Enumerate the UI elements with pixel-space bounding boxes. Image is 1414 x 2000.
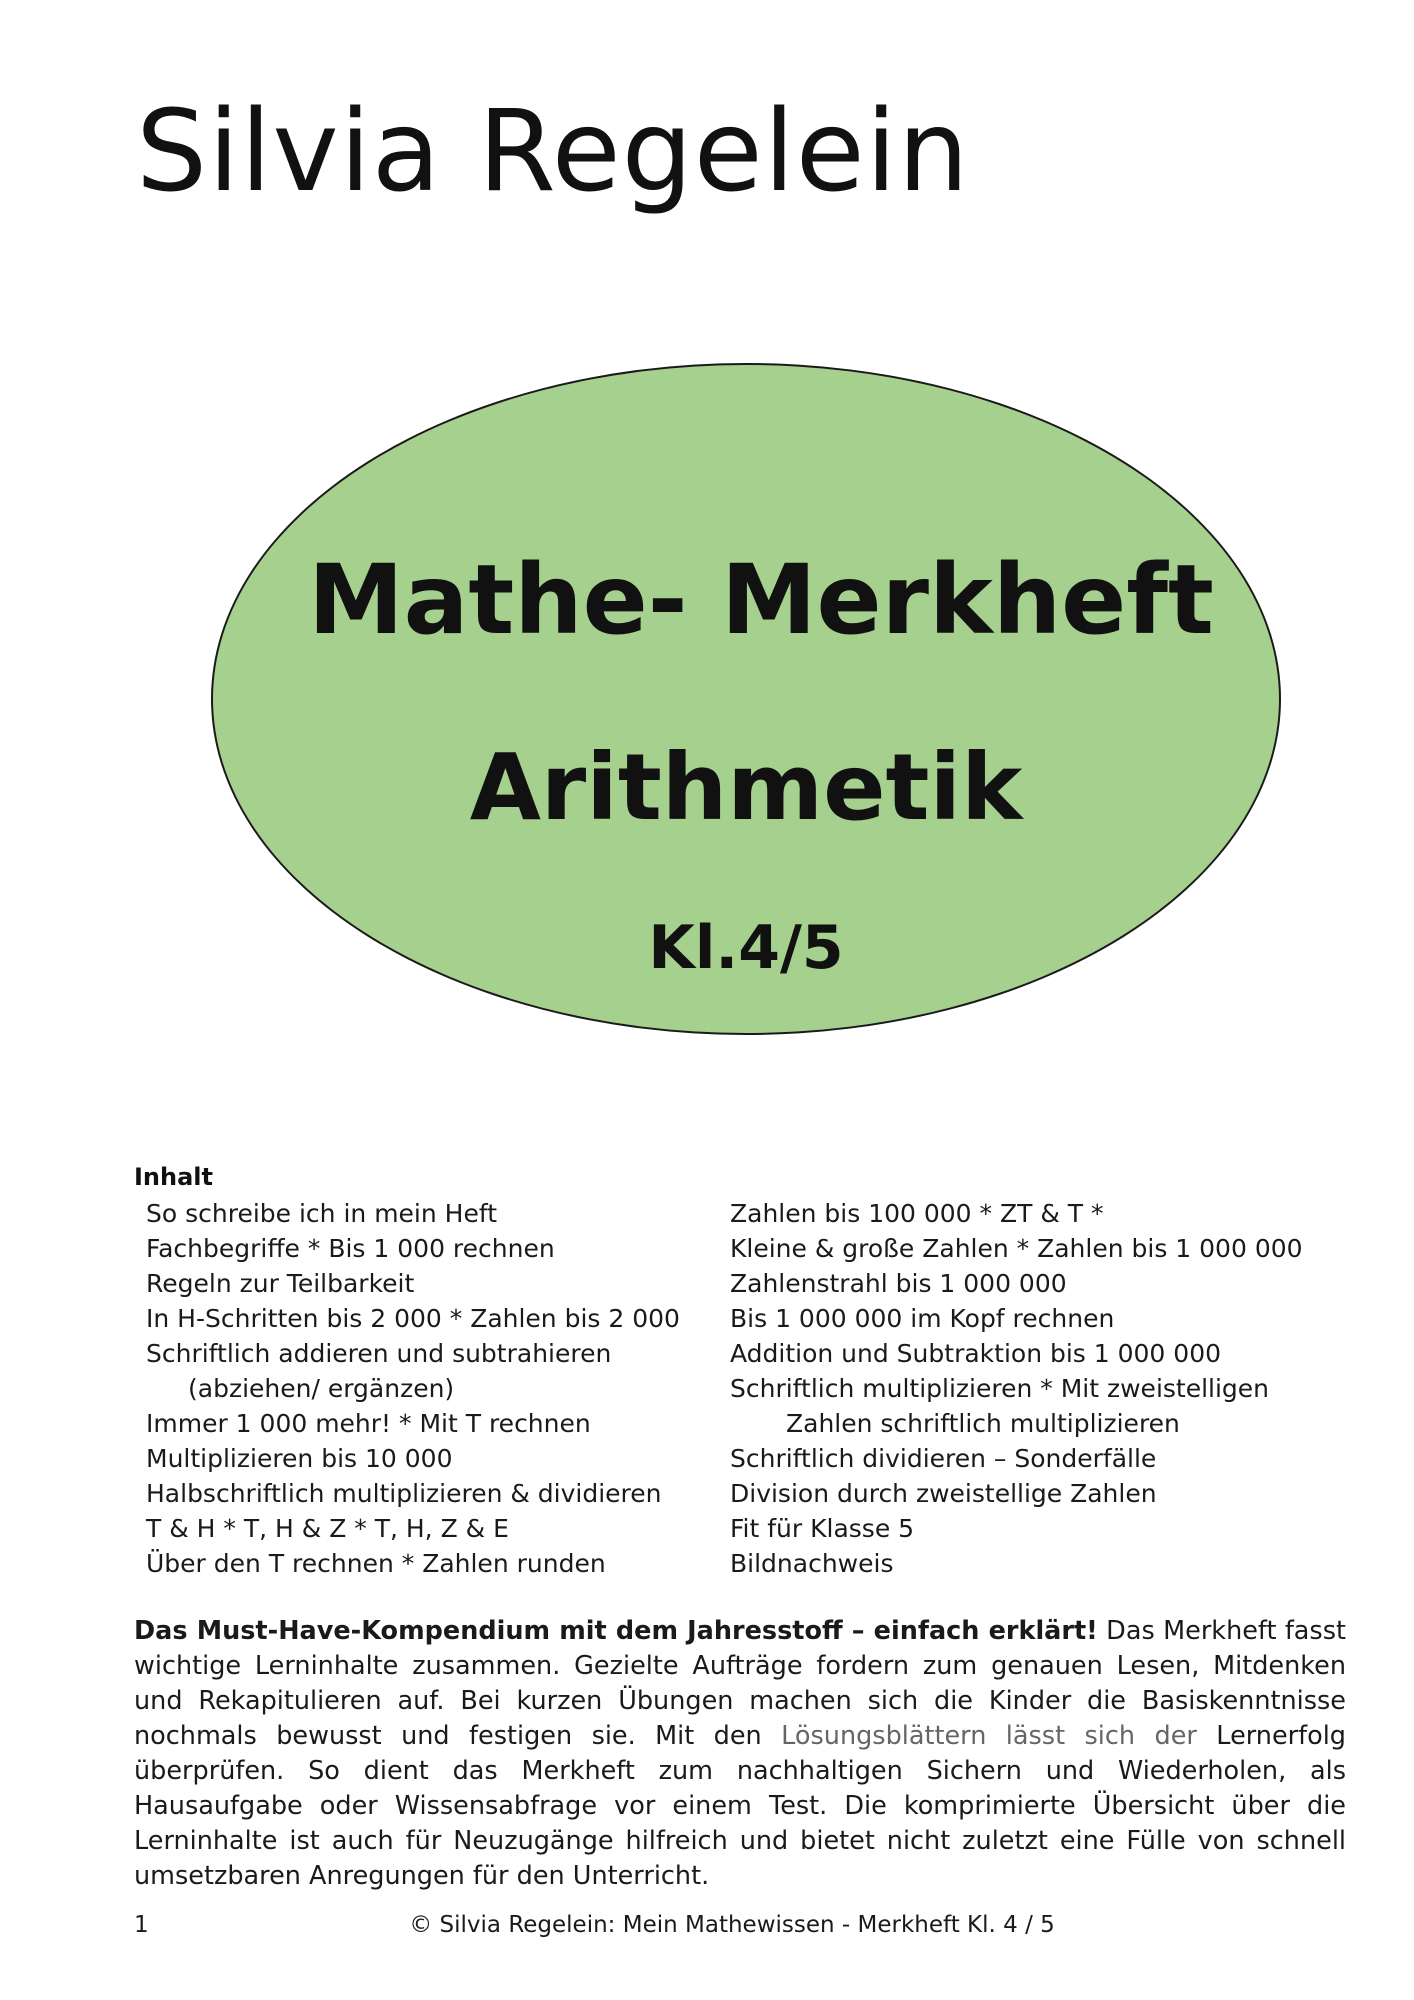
contents-item: (abziehen/ ergänzen): [188, 1374, 455, 1403]
contents-item: So schreibe ich in mein Heft: [146, 1199, 498, 1228]
contents-item: In H-Schritten bis 2 000 * Zahlen bis 2 000: [146, 1304, 680, 1333]
footer-copyright: © Silvia Regelein: Mein Mathewissen - Merkheft Kl. 4 / 5: [409, 1912, 1055, 1938]
description-text-2: Lernerfolg überprüfen. So dient das Merkheft zum nachhaltigen Sichern und Wiederholen, als Hausaufgabe oder Wissensabfrage vor einem Test. Die komprimierte Übersicht über die Lerninhalte ist auch für Neuzugänge hilfreich und bietet nicht zuletzt eine Fülle von schnell umsetzbaren Anregungen für den Unterricht.: [134, 1721, 1346, 1891]
contents-item: Schriftlich dividieren – Sonderfälle: [730, 1444, 1157, 1473]
grade-level: Kl.4/5: [648, 913, 844, 983]
book-title: Mathe- Merkheft: [308, 544, 1214, 656]
contents-list-left: [146, 1196, 680, 1581]
author-name: Silvia Regelein: [136, 87, 970, 217]
contents-item: Halbschriftlich multiplizieren & dividieren: [146, 1479, 662, 1508]
contents-item: Zahlenstrahl bis 1 000 000: [730, 1269, 1067, 1298]
page-number: 1: [134, 1912, 149, 1938]
description-text-grey: Lösungsblättern lässt sich der: [781, 1721, 1197, 1751]
contents-item: Regeln zur Teilbarkeit: [146, 1269, 415, 1298]
contents-heading: Inhalt: [134, 1163, 213, 1191]
contents-item: Addition und Subtraktion bis 1 000 000: [730, 1339, 1222, 1368]
contents-item: Immer 1 000 mehr! * Mit T rechnen: [146, 1409, 591, 1438]
book-subtitle: Arithmetik: [469, 734, 1023, 841]
contents-item: T & H * T, H & Z * T, H, Z & E: [146, 1514, 509, 1543]
contents-item: Kleine & große Zahlen * Zahlen bis 1 000 000: [730, 1234, 1303, 1263]
contents-item: Zahlen bis 100 000 * ZT & T *: [730, 1199, 1104, 1228]
contents-item: Bildnachweis: [730, 1549, 894, 1578]
contents-item: Division durch zweistellige Zahlen: [730, 1479, 1157, 1508]
contents-item: Fit für Klasse 5: [730, 1514, 915, 1543]
contents-item: Schriftlich multiplizieren * Mit zweistelligen: [730, 1374, 1270, 1403]
contents-list-right: [730, 1196, 1303, 1581]
contents-item: Schriftlich addieren und subtrahieren: [146, 1339, 612, 1368]
description-paragraph: [134, 1614, 1346, 1894]
description-text-1: Das Merkheft fasst wichtige Lerninhalte zusammen. Gezielte Aufträge fordern zum genauen Lesen, Mitdenken und Rekapitulieren auf. Bei kurzen Übungen machen sich die Kinder die Basiskenntnisse nochmals bewusst und festigen sie. Mit den: [134, 1616, 1347, 1751]
contents-item: Über den T rechnen * Zahlen runden: [146, 1549, 606, 1578]
contents-item: Multiplizieren bis 10 000: [146, 1444, 453, 1473]
description-lead: Das Must-Have-Kompendium mit dem Jahresstoff – einfach erklärt!: [134, 1616, 1098, 1646]
contents-item: Fachbegriffe * Bis 1 000 rechnen: [146, 1234, 555, 1263]
contents-item: Zahlen schriftlich multiplizieren: [786, 1409, 1180, 1438]
contents-item: Bis 1 000 000 im Kopf rechnen: [730, 1304, 1115, 1333]
